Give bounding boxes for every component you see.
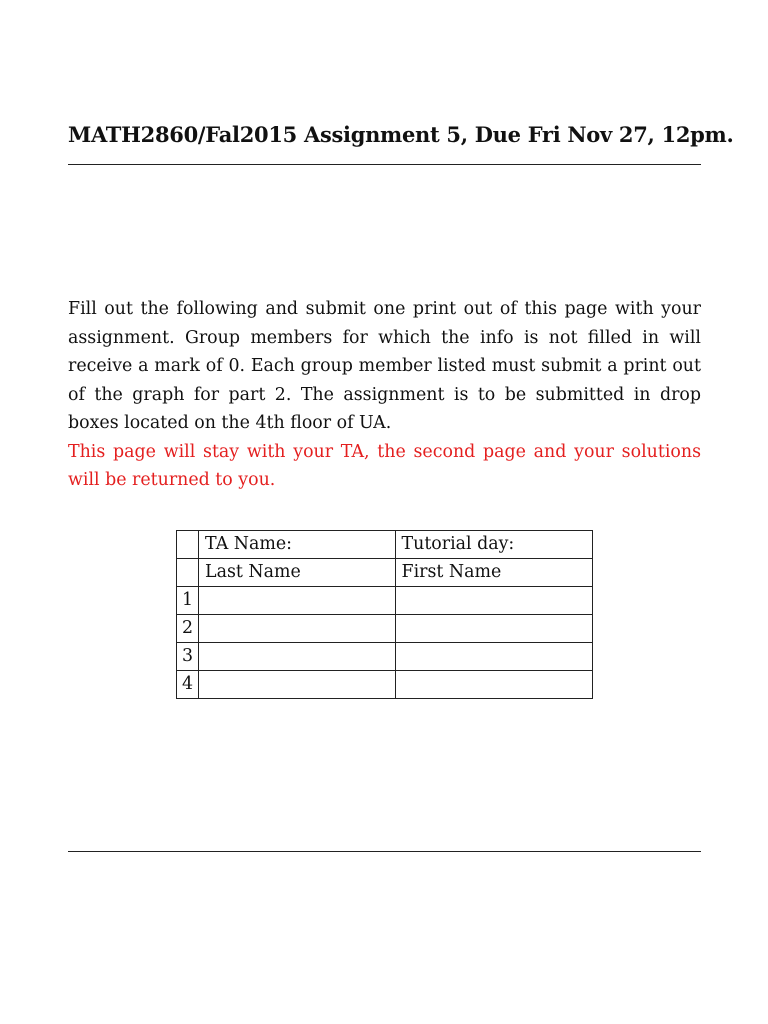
first-name-field[interactable] — [395, 643, 592, 671]
table-row-headers — [177, 559, 593, 587]
ta-name-label: TA Name: — [205, 534, 293, 554]
first-name-field[interactable] — [395, 671, 592, 699]
row-number-cell-empty — [177, 559, 199, 587]
table-row — [177, 671, 593, 699]
footer-divider — [68, 851, 701, 852]
group-info-table — [176, 530, 593, 699]
table-row — [177, 615, 593, 643]
instructions-warning: This page will stay with your TA, the second page and your solutions will be returned to you. — [68, 441, 701, 490]
row-number-cell-empty — [177, 531, 199, 559]
instructions-paragraph: Fill out the following and submit one print out of this page with your assignment. Group members for which the info is not filled in will receive a mark of 0. Each group member listed must submit a print out of the graph for part 2. The assignment is to be submitted in drop boxes located on the 4th floor of UA. — [68, 299, 701, 433]
first-name-field[interactable] — [395, 587, 592, 615]
first-name-field[interactable] — [395, 615, 592, 643]
table-row — [177, 643, 593, 671]
table-row — [177, 587, 593, 615]
row-number: 1 — [177, 587, 199, 615]
row-number: 3 — [177, 643, 199, 671]
row-number: 2 — [177, 615, 199, 643]
last-name-field[interactable] — [199, 643, 395, 671]
row-number: 4 — [177, 671, 199, 699]
last-name-field[interactable] — [199, 587, 395, 615]
tutorial-day-label: Tutorial day: — [401, 534, 515, 554]
page-title: MATH2860/Fal2015 Assignment 5, Due Fri Nov 27, 12pm. — [68, 122, 734, 147]
last-name-field[interactable] — [199, 671, 395, 699]
header-divider — [68, 164, 701, 165]
instructions-block — [68, 295, 701, 495]
tutorial-day-cell[interactable] — [395, 531, 592, 559]
last-name-header: Last Name — [199, 559, 395, 587]
ta-name-cell[interactable] — [199, 531, 395, 559]
table-row-ta — [177, 531, 593, 559]
last-name-field[interactable] — [199, 615, 395, 643]
first-name-header: First Name — [395, 559, 592, 587]
